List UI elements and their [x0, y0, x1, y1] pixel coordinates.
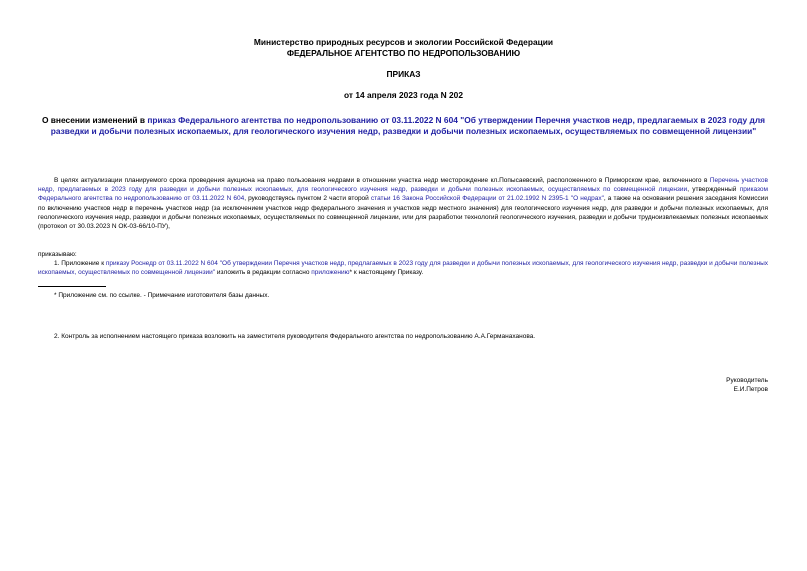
order-item-1 [38, 259, 768, 277]
preamble-paragraph [38, 176, 768, 231]
footnote-divider [38, 286, 106, 287]
agency-name: ФЕДЕРАЛЬНОЕ АГЕНТСТВО ПО НЕДРОПОЛЬЗОВАНИЮ [286, 48, 521, 58]
item1-suffix: * к настоящему Приказу. [349, 269, 424, 277]
preamble-text-2: , утвержденный [687, 186, 740, 194]
preamble-order-link[interactable]: приказом Федерального агентства по недропользованию от 03.11.2022 N 604 [38, 186, 768, 203]
title-order-link[interactable]: приказ Федерального агентства по недропользованию от 03.11.2022 N 604 "Об утверждении Перечня участков недр, предлагаемых в 2023 году для разведки и добычи полезных ископаемых, для геологического изучения недр, разведки и добычи полезных ископаемых, осуществляемых по совмещенной лицензии" [50, 115, 766, 136]
signatory-name: Е.И.Петров [733, 386, 768, 393]
document-date-number: от 14 апреля 2023 года N 202 [344, 90, 463, 100]
document-type: ПРИКАЗ [386, 69, 421, 79]
order-item-2: 2. Контроль за исполнением настоящего приказа возложить на заместителя руководителя Федерального агентства по недропользованию А.А.Германаханова. [54, 333, 536, 340]
item1-mid: изложить в редакции согласно [215, 269, 312, 277]
preamble-text-4: , а также на основании решения заседания Комиссии по включению участков недр в перечень участков недр (за исключением участков недр федерального значения и участков недр местного значения) для геологического изучения недр, для разведки и добычи полезных ископаемых, для геологического изучения недр, разведки и добычи полезных ископаемых, осуществляемых по совмещенной лицензии, или для разработки технологий геологического изучения, разведки и добычи трудноизвлекаемых полезных ископаемых (протокол от 30.03.2023 N ОК-03-66/10-ПУ), [38, 195, 768, 231]
preamble-text-3: , руководствуясь пунктом 2 части второй [244, 195, 371, 203]
ministry-name: Министерство природных ресурсов и экологии Российской Федерации [253, 37, 554, 47]
signatory-role: Руководитель [726, 377, 768, 384]
document-title [38, 115, 769, 137]
footnote: * Приложение см. по ссылке. - Примечание изготовителя базы данных. [54, 292, 270, 299]
item1-order-link[interactable]: приказу Роснедр от 03.11.2022 N 604 "Об утверждении Перечня участков недр, предлагаемых в 2023 году для разведки и добычи полезных ископаемых, для геологического изучения недр, разведки и добычи полезных ископаемых, осуществляемых по совмещенной лицензии" [38, 260, 768, 277]
item1-prefix: 1. Приложение к [54, 260, 106, 267]
preamble-law-link[interactable]: статьи 16 Закона Российской Федерации от 21.02.1992 N 2395-1 "О недрах" [370, 195, 604, 203]
preamble-text-1: В целях актуализации планируемого срока проведения аукциона на право пользования недрами в отношении участка недр месторождение кл.Попысаевский, расположенного в Приморском крае, включенного в [54, 177, 710, 184]
order-word: приказываю: [38, 251, 77, 258]
item1-appendix-link[interactable]: приложению [311, 269, 350, 277]
preamble-list-link[interactable]: Перечень участков недр, предлагаемых в 2023 году для разведки и добычи полезных ископаемых, для геологического изучения недр, разведки и добычи полезных ископаемых, осуществляемых по совмещенной лицензии [38, 177, 768, 194]
title-prefix: О внесении изменений в [41, 115, 148, 125]
